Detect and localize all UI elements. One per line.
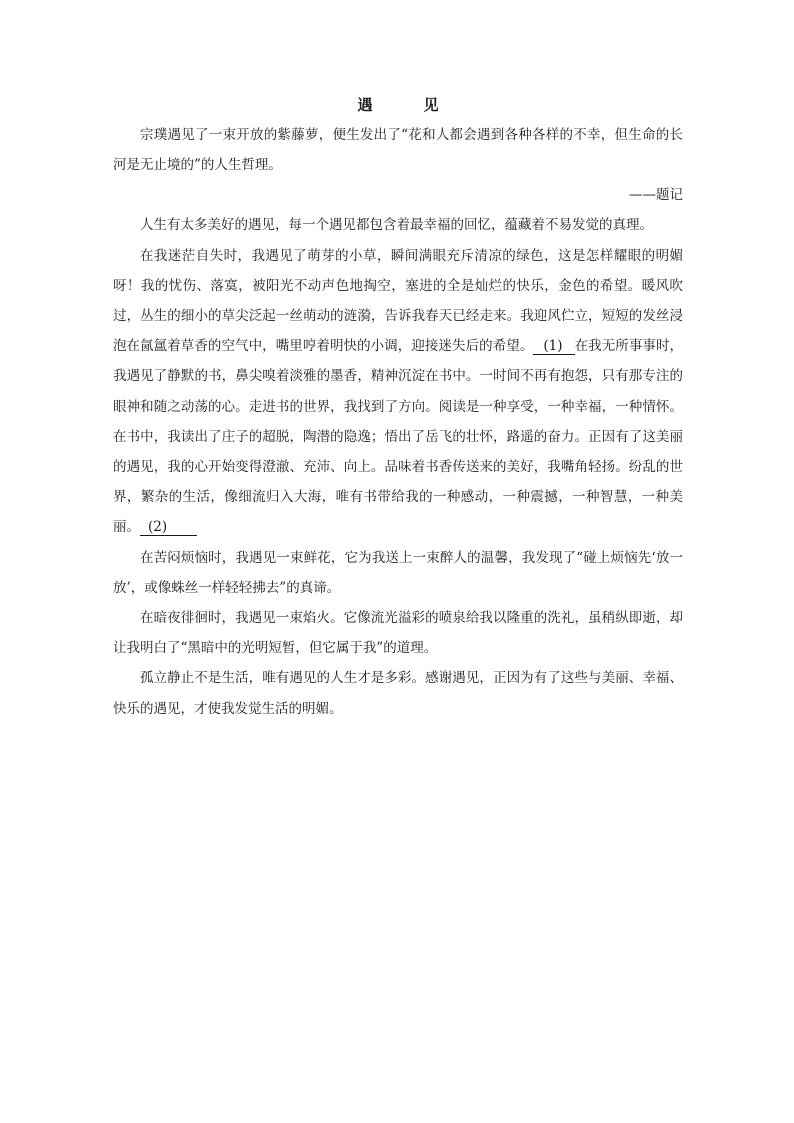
paragraph-1: 人生有太多美好的遇见，每一个遇见都包含着最幸福的回忆，蕴藏着不易发觉的真理。 — [140, 217, 653, 234]
paragraph-4: 在暗夜徘徊时，我遇见一束焰火。它像流光溢彩的喷泉给我以隆重的洗礼，虽稍纵即逝，却让我明白了“黑暗中的光明短暂，但它属于我”的道理。 — [113, 610, 683, 657]
blank-1: (1) — [533, 338, 574, 355]
paragraph-3: 在苦闷烦恼时，我遇见一束鲜花，它为我送上一束醉人的温馨，我发现了“碰上烦恼先‘放一放’，或像蛛丝一样轻轻拂去”的真谛。 — [113, 549, 683, 596]
epigraph: 宗璞遇见了一束开放的紫藤萝，便生发出了“花和人都会遇到各种各样的不幸，但生命的长河是无止境的”的人生哲理。 — [113, 127, 683, 174]
paragraph-5: 孤立静止不是生活，唯有遇见的人生才是多彩。感谢遇见，正因为有了这些与美丽、幸福、快乐的遇见，才使我发觉生活的明媚。 — [113, 670, 683, 717]
essay-title: 遇 见 — [357, 96, 457, 114]
paragraph-2-text-b: 在我无所事事时，我遇见了静默的书，鼻尖嗅着淡雅的墨香，精神沉淀在书中。一时间不再有抱怨，只有那专注的眼神和随之动荡的心。走进书的世界，我找到了方向。阅读是一种享受，一种幸福，一种情怀。在书中，我读出了庄子的超脱，陶潜的隐逸；悟出了岳飞的壮怀，路遥的奋力。正因有了这美丽的遇见，我的心开始变得澄澈、充沛、向上。品味着书香传送来的美好，我嘴角轻扬。纷乱的世界，繁杂的生活，像细流归入大海，唯有书带给我的一种感动，一种震撼，一种智慧，一种美丽。 — [113, 338, 684, 536]
paragraph-2-text-a: 在我迷茫自失时，我遇见了萌芽的小草，瞬间满眼充斥清凉的绿色，这是怎样耀眼的明媚呀！我的忧伤、落寞，被阳光不动声色地掏空，塞进的全是灿烂的快乐，金色的希望。暖风吹过，丛生的细小的草尖泛起一丝萌动的涟漪，告诉我春天已经走来。我迎风伫立，短短的发丝浸泡在氤氲着草香的空气中，嘴里哼着明快的小调，迎接迷失后的希望。 — [113, 247, 683, 355]
epigraph-signature: ——题记 — [629, 187, 683, 204]
essay — [113, 92, 683, 724]
blank-2: (2) — [140, 519, 197, 536]
paragraph-2 — [113, 241, 683, 543]
